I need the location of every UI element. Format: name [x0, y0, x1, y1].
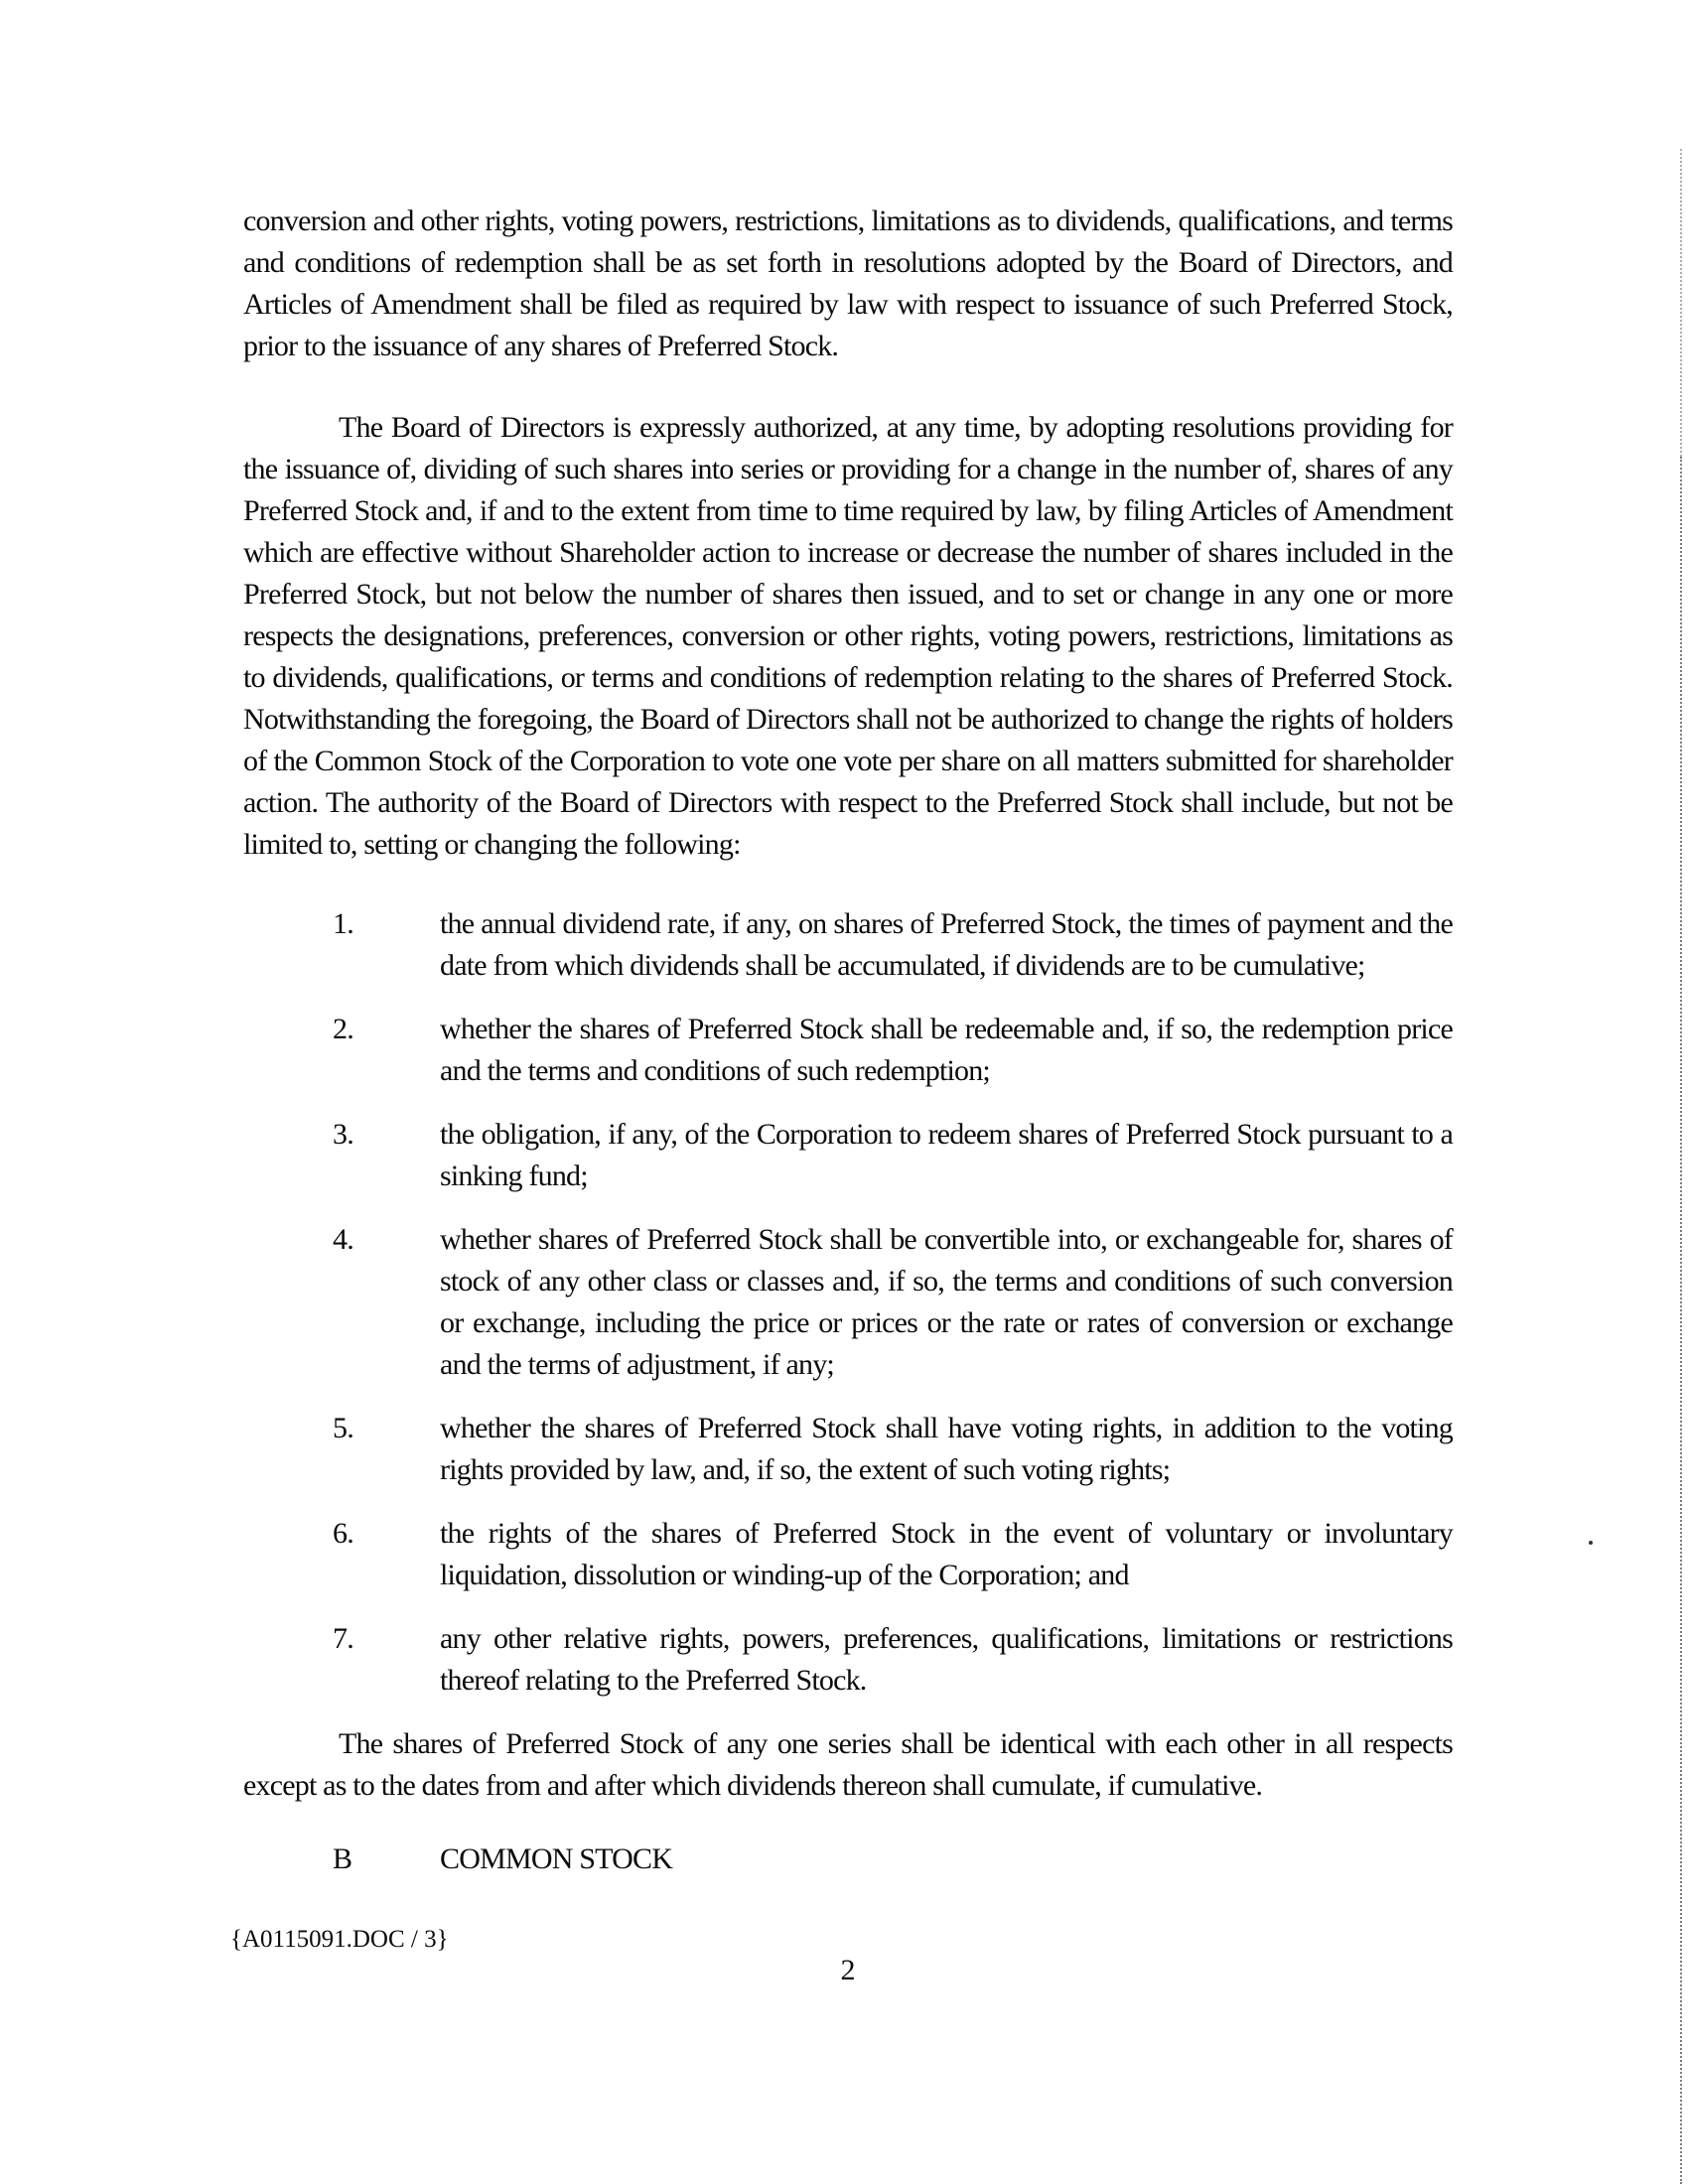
item-number: 4. [333, 1223, 353, 1256]
item-text: whether the shares of Preferred Stock shall be redeemable and, if so, the redemption price and the terms and conditions of such redemption; [440, 1013, 1453, 1087]
footer-doc-id: {A0115091.DOC / 3} [230, 1926, 449, 1953]
item-text: the obligation, if any, of the Corporation to redeem shares of Preferred Stock pursuant to a sinking fund; [440, 1118, 1453, 1192]
section-letter: B [333, 1843, 352, 1875]
item-text: the rights of the shares of Preferred Stock in the event of voluntary or involuntary liquidation, dissolution or winding-up of the Corporation; and [440, 1517, 1453, 1591]
list-item-5 [243, 1408, 1453, 1491]
scan-artifact-line-top [1680, 149, 1682, 457]
scan-artifact-dot [1589, 1541, 1593, 1545]
item-number: 6. [333, 1517, 353, 1550]
section-title: COMMON STOCK [440, 1843, 673, 1875]
list-item-4 [243, 1219, 1453, 1386]
item-number: 5. [333, 1412, 353, 1444]
item-text: whether the shares of Preferred Stock shall have voting rights, in addition to the voting rights provided by law, and, if so, the extent of such voting rights; [440, 1412, 1453, 1486]
list-item-7 [243, 1618, 1453, 1702]
section-heading-b [243, 1839, 1453, 1880]
item-text: any other relative rights, powers, preferences, qualifications, limitations or restrictions thereof relating to the Preferred Stock. [440, 1622, 1453, 1697]
item-number: 3. [333, 1118, 353, 1151]
paragraph-opening: conversion and other rights, voting powers, restrictions, limitations as to dividends, qualifications, and terms and conditions of redemption shall be as set forth in resolutions adopted by the Board of Directors, and Articles of Amendment shall be filed as required by law with respect to issuance of such Preferred Stock, prior to the issuance of any shares of Preferred Stock. [243, 205, 1453, 362]
item-text: the annual dividend rate, if any, on shares of Preferred Stock, the times of payment and the date from which dividends shall be accumulated, if dividends are to be cumulative; [440, 907, 1453, 982]
list-item-3 [243, 1114, 1453, 1197]
item-number: 1. [333, 907, 353, 940]
list-item-6 [243, 1513, 1453, 1596]
scan-artifact-line [1680, 457, 1682, 2184]
numbered-list [243, 903, 1453, 1702]
page-number: 2 [840, 1954, 856, 1986]
closing-paragraph: The shares of Preferred Stock of any one series shall be identical with each other in all respects except as to the dates from and after which dividends thereon shall cumulate, if cumulative. [243, 1727, 1453, 1802]
item-number: 7. [333, 1622, 353, 1655]
list-item-2 [243, 1009, 1453, 1092]
paragraph-board-authority: The Board of Directors is expressly authorized, at any time, by adopting resolutions providing for the issuance of, dividing of such shares into series or providing for a change in the number of, shares of any Preferred Stock and, if and to the extent from time to time required by law, by filing Articles of Amendment which are effective without Shareholder action to increase or decrease the number of shares included in the Preferred Stock, but not below the number of shares then issued, and to set or change in any one or more respects the designations, preferences, conversion or other rights, voting powers, restrictions, limitations as to dividends, qualifications, or terms and conditions of redemption relating to the shares of Preferred Stock. Notwithstanding the foregoing, the Board of Directors shall not be authorized to change the rights of holders of the Common Stock of the Corporation to vote one vote per share on all matters submitted for shareholder action. The authority of the Board of Directors with respect to the Preferred Stock shall include, but not be limited to, setting or changing the following: [243, 411, 1453, 861]
item-number: 2. [333, 1013, 353, 1045]
list-item-1 [243, 903, 1453, 987]
document-body [243, 201, 1453, 1880]
item-text: whether shares of Preferred Stock shall be convertible into, or exchangeable for, shares of stock of any other class or classes and, if so, the terms and conditions of such conversion or exchange, including the price or prices or the rate or rates of conversion or exchange and the terms of adjustment, if any; [440, 1223, 1453, 1381]
